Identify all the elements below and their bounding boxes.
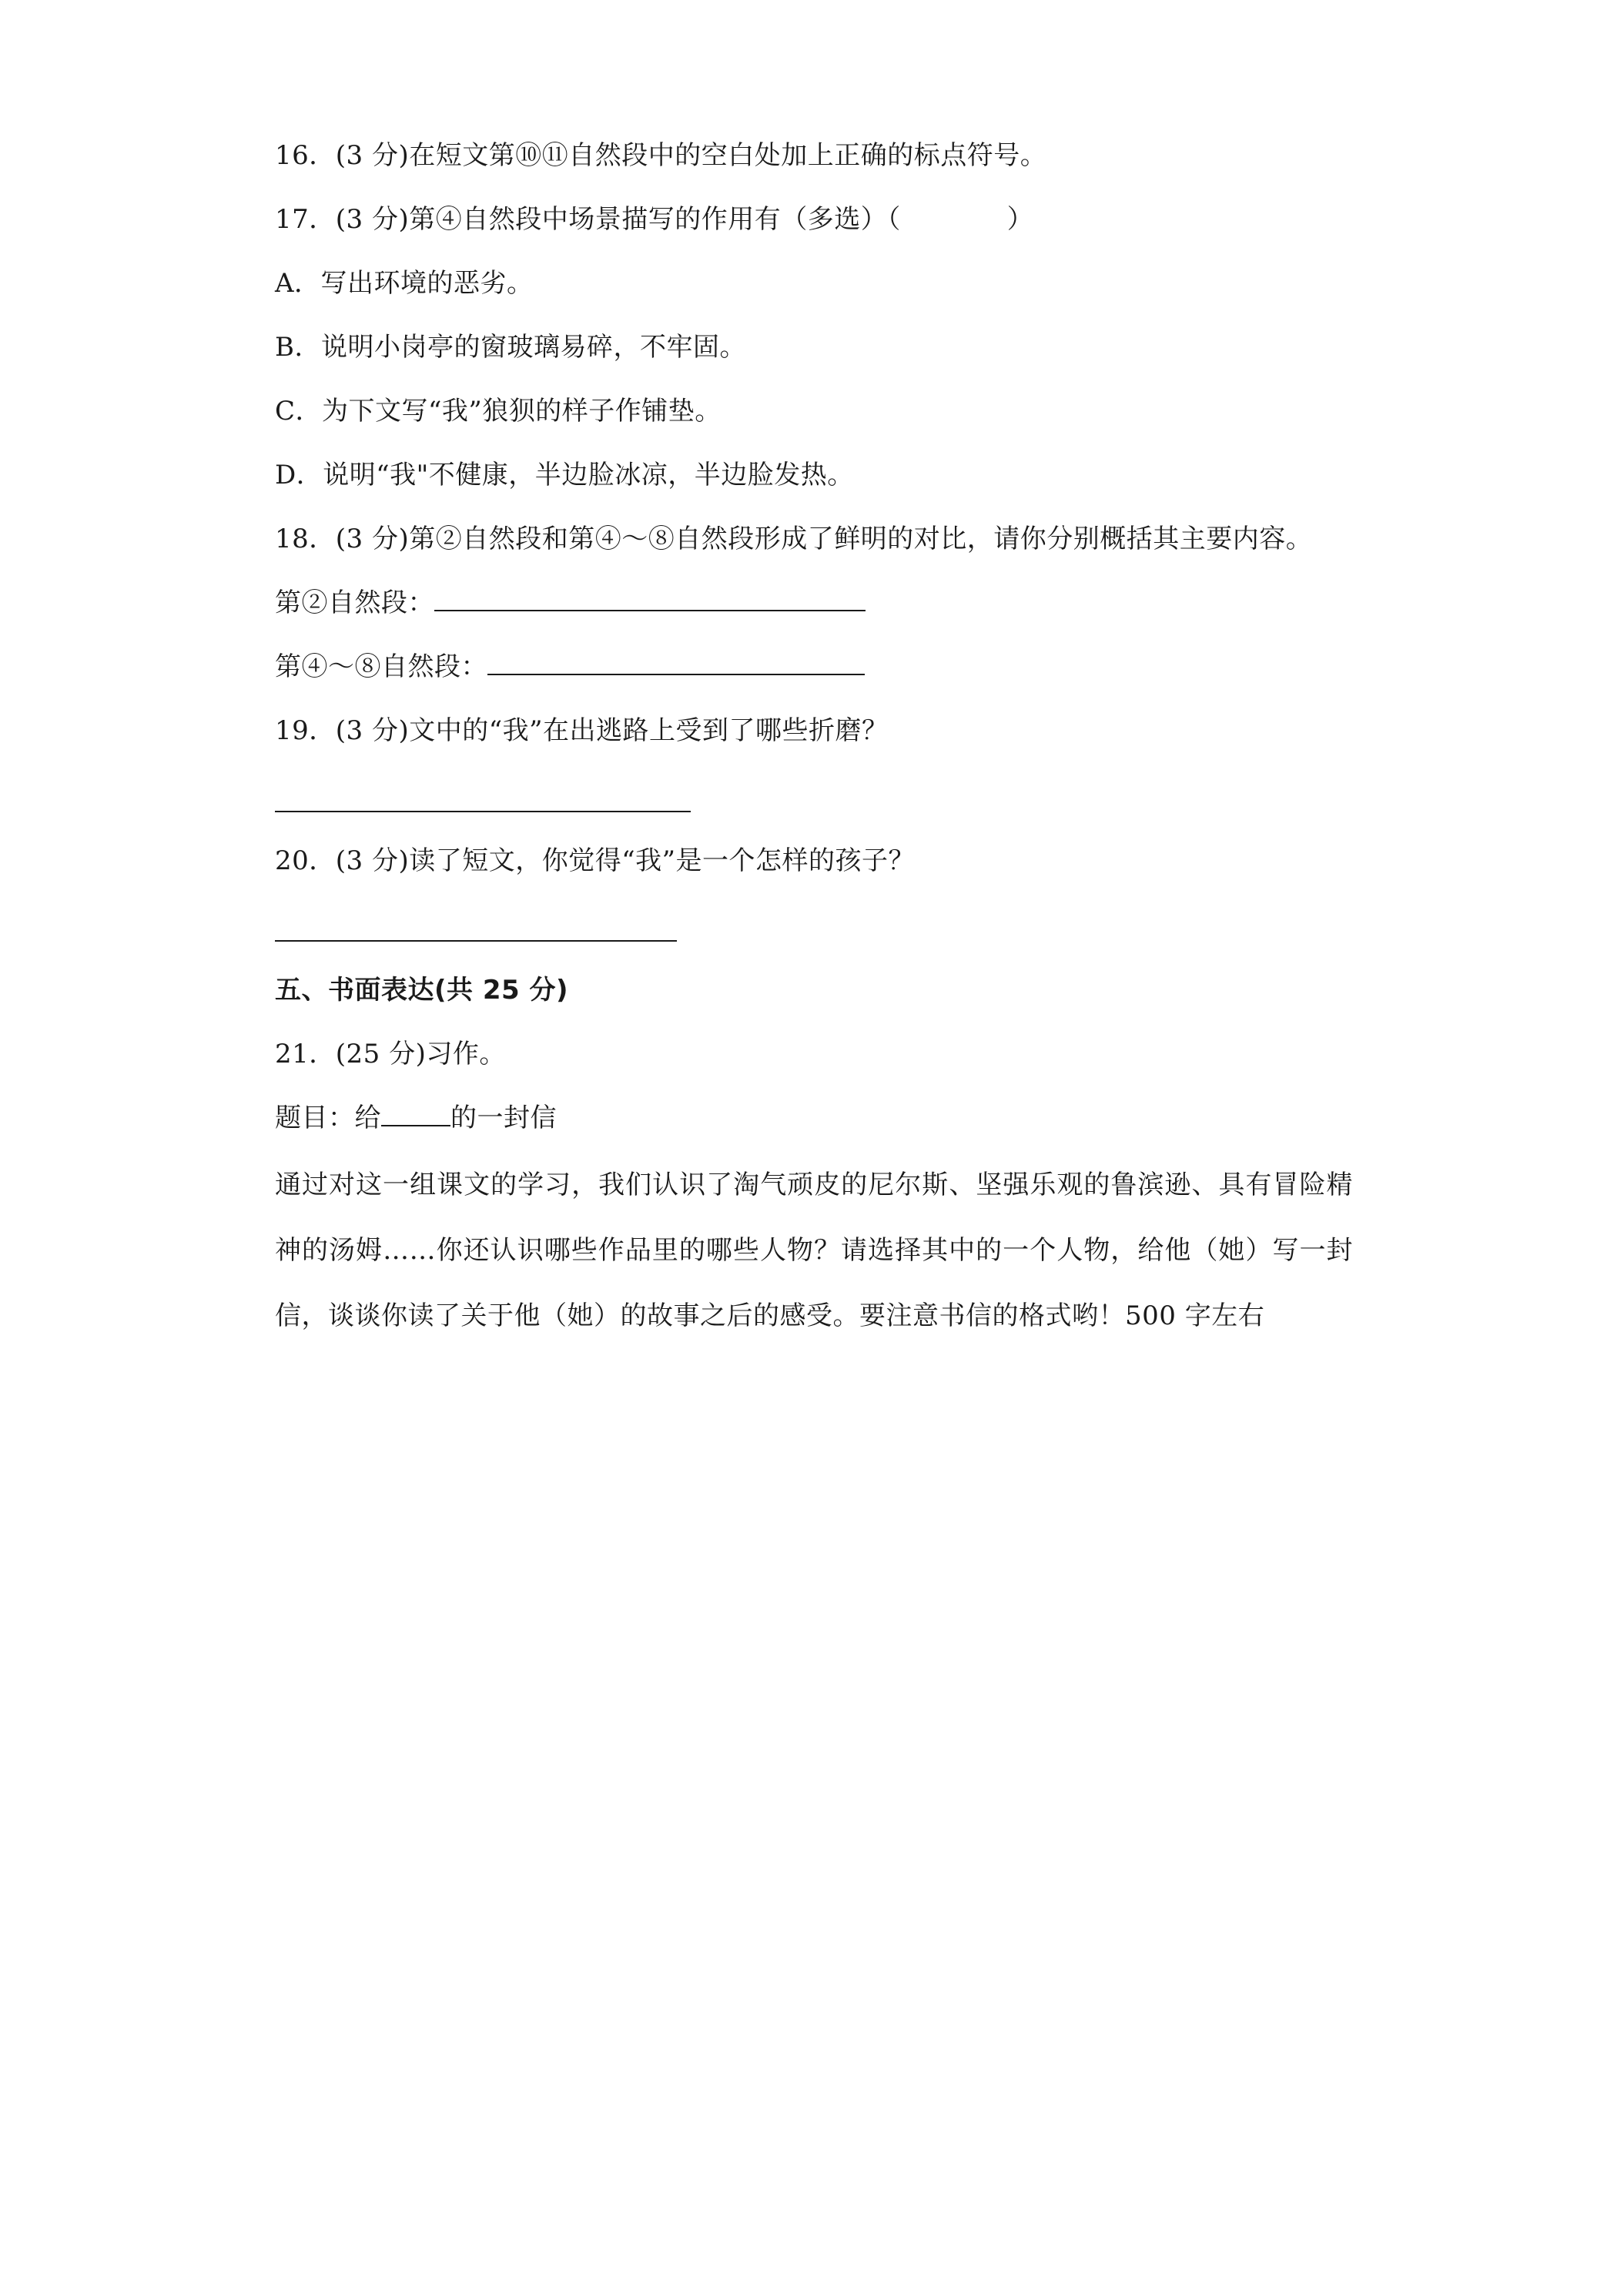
- question-16: 16．(3 分)在短文第⑩⑪自然段中的空白处加上正确的标点符号。: [275, 140, 1047, 171]
- question-18: 18．(3 分)第②自然段和第④～⑧自然段形成了鲜明的对比，请你分别概括其主要内容。: [275, 524, 1313, 554]
- question-19: 19．(3 分)文中的“我”在出逃路上受到了哪些折磨？: [275, 715, 889, 746]
- essay-title-row: [275, 1101, 557, 1135]
- q18-answer-blank-2[interactable]: [487, 651, 865, 675]
- essay-title-blank[interactable]: [381, 1102, 450, 1126]
- option-b: B．说明小岗亭的窗玻璃易碎，不牢固。: [275, 332, 746, 363]
- option-a: A．写出环境的恶劣。: [275, 268, 534, 299]
- question-21: 21．(25 分)习作。: [275, 1039, 506, 1069]
- q20-answer-line[interactable]: [275, 940, 677, 942]
- essay-title-suffix: 的一封信: [450, 1103, 557, 1133]
- q18-label-1: 第②自然段：: [275, 587, 434, 618]
- q18-answer-row-1: [275, 586, 866, 620]
- essay-title-prefix: 题目：给: [275, 1103, 381, 1133]
- q18-answer-row-2: [275, 650, 865, 684]
- option-d: D．说明“我"不健康，半边脸冰凉，半边脸发热。: [275, 460, 854, 490]
- section-5-heading: 五、书面表达(共 25 分): [275, 975, 569, 1006]
- option-c: C．为下文写“我”狼狈的样子作铺垫。: [275, 396, 722, 427]
- q19-answer-line[interactable]: [275, 811, 691, 812]
- question-20: 20．(3 分)读了短文，你觉得“我”是一个怎样的孩子？: [275, 845, 915, 876]
- q18-label-2: 第④～⑧自然段：: [275, 651, 487, 682]
- question-17: 17．(3 分)第④自然段中场景描写的作用有（多选）（ ）: [275, 204, 1034, 235]
- essay-prompt: 通过对这一组课文的学习，我们认识了淘气顽皮的尼尔斯、坚强乐观的鲁滨逊、具有冒险精神的汤姆……你还认识哪些作品里的哪些人物？请选择其中的一个人物，给他（她）写一封信，谈谈你读了关于他（她）的故事之后的感受。要注意书信的格式哟！500 字左右: [275, 1170, 1353, 1331]
- q18-answer-blank-1[interactable]: [434, 587, 866, 611]
